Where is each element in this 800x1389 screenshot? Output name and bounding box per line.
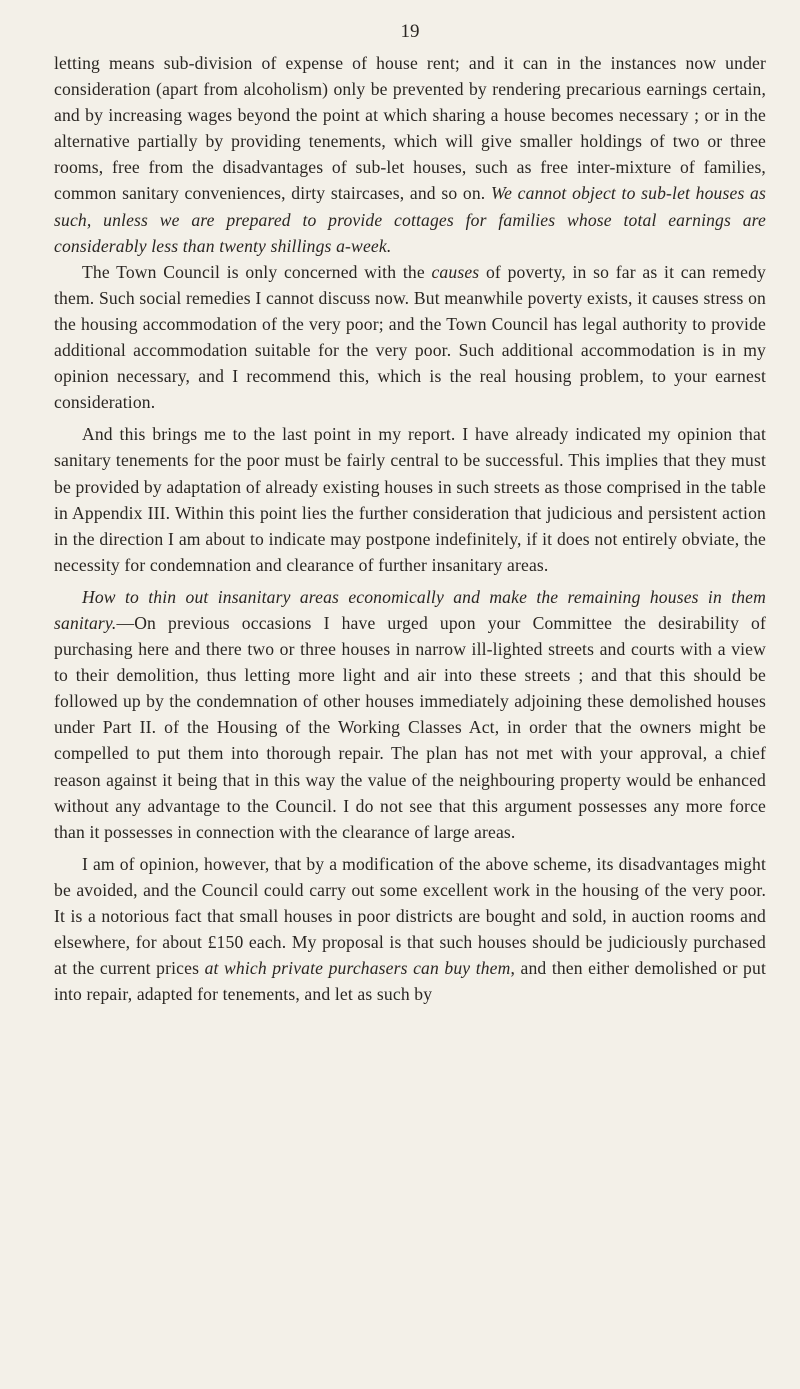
paragraph-1-italic-text: We cannot object to sub-let houses as such, unless we are prepared to provide cottages for families whose total earnings are considerably less than twenty shillings a-week. xyxy=(54,183,766,256)
paragraph-2-italic-word: causes xyxy=(431,261,480,282)
paragraph-5 xyxy=(54,851,766,1008)
paragraph-1 xyxy=(54,50,766,259)
paragraph-5-italic-text: at which private purchasers can buy them xyxy=(204,958,511,979)
paragraph-4-text: —On previous occasions I have urged upon your Committee the desirability of purchasing here and there two or three houses in narrow ill-lighted streets and courts with a view to their demolition, thus letting more light and air into these streets ; and that this should be followed up by the condemnation of other houses immediately adjoining these demolished houses under Part II. of the Housing of the Working Classes Act, in order that the owners might be compelled to put them into thorough repair. The plan has not met with your approval, a chief reason against it being that in this way the value of the neighbouring property would be enhanced without any advantage to the Council. I do not see that this argument possesses any more force than it possesses in connection with the clearance of large areas. xyxy=(54,612,766,842)
paragraph-5-text-end: , and then either demolished or put into repair, adapted for tenements, and let as such by xyxy=(54,958,766,1005)
paragraph-4 xyxy=(54,584,766,845)
section-heading-italic: How to thin out insanitary areas economically and make the remaining houses in them sanitary. xyxy=(54,586,766,633)
paragraph-2 xyxy=(54,259,766,416)
page-number: 19 xyxy=(400,21,420,42)
paragraph-2-text-end: of poverty, in so far as it can remedy them. Such social remedies I cannot discuss now. But meanwhile poverty exists, it causes stress on the housing accommodation of the very poor; and the Town Council has legal authority to provide additional accommodation suitable for the very poor. Such additional accommodation is in my opinion necessary, and I recommend this, which is the real housing problem, to your earnest consideration. xyxy=(54,261,766,413)
paragraph-3-text: And this brings me to the last point in my report. I have already indicated my opinion that sanitary tenements for the poor must be fairly central to be successful. This implies that they must be provided by adaptation of already existing houses in such streets as those comprised in the table in Appendix III. Within this point lies the further consideration that judicious and persistent action in the direction I am about to indicate may postpone indefinitely, if it does not entirely obviate, the necessity for condemnation and clearance of further insanitary areas. xyxy=(54,424,766,575)
paragraph-2-text-start: The Town Council is only concerned with the xyxy=(82,261,432,282)
paragraph-3 xyxy=(54,421,766,578)
paragraph-5-text-start: I am of opinion, however, that by a modification of the above scheme, its disadvantages might be avoided, and the Council could carry out some excellent work in the housing of the very poor. It is a notorious fact that small houses in poor districts are bought and sold, in auction rooms and elsewhere, for about £150 each. My proposal is that such houses should be judiciously purchased at the current prices xyxy=(54,853,766,979)
paragraph-1-text: letting means sub-division of expense of house rent; and it can in the instances now under consideration (apart from alcoholism) only be prevented by rendering precarious earnings certain, and by increasing wages beyond the point at which sharing a house becomes necessary ; or in the alternative partially by providing tenements, which will give smaller holdings of two or three rooms, free from the disadvantages of sub-let houses, such as free inter-mixture of families, common sanitary conveniences, dirty staircases, and so on. xyxy=(54,53,766,204)
